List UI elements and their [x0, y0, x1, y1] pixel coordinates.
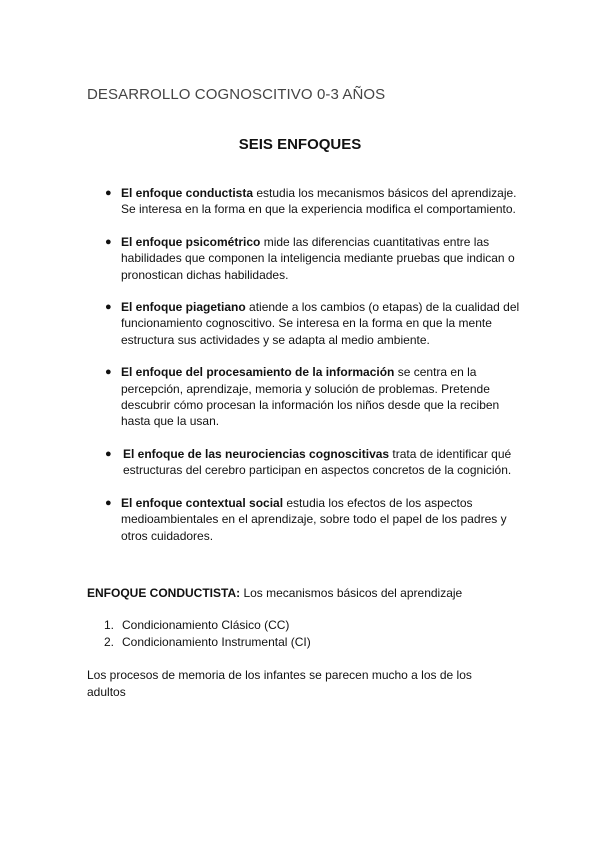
list-item [105, 234, 525, 283]
list-item-text: Condicionamiento Clásico (CC) [122, 618, 290, 632]
approach-description: se centra en la percepción, aprendizaje, memoria y solución de problemas. Pretende descubrir cómo procesan la información los niños desde que la reciben hasta que la usan. [121, 365, 500, 429]
section-subtitle: SEIS ENFOQUES [238, 136, 362, 153]
approach-name: El enfoque psicométrico [121, 234, 261, 249]
bullet-icon: ● [105, 496, 112, 509]
approach-description: atiende a los cambios (o etapas) de la cualidad del funcionamiento cognoscitivo. Se interesa en la forma en que la mente estructura sus actividades y se adapta al medio ambiente. [121, 300, 520, 347]
approach-description: mide las diferencias cuantitativas entre las habilidades que componen la inteligencia mediante pruebas que indican o pronostican dichas habilidades. [121, 234, 515, 282]
list-item [105, 299, 525, 348]
approach-name: El enfoque del procesamiento de la información [121, 365, 395, 380]
list-item [105, 364, 525, 430]
bullet-icon: ● [105, 187, 112, 199]
list-item-text: Condicionamiento Instrumental (CI) [122, 634, 311, 649]
approach-name: El enfoque conductista [121, 186, 254, 200]
section-heading-text: Los mecanismos básicos del aprendizaje [240, 586, 463, 600]
section-heading [87, 586, 527, 600]
approach-description: estudia los efectos de los aspectos medioambientales en el aprendizaje, sobre todo el papel de los padres y otros cuidadores. [121, 495, 507, 543]
numbered-list [104, 617, 311, 650]
list-item [105, 446, 525, 479]
list-item [104, 634, 311, 651]
body-paragraph: Los procesos de memoria de los infantes se parecen mucho a los de los adultos [87, 668, 472, 699]
document-title: DESARROLLO COGNOSCITIVO 0-3 AÑOS [87, 86, 386, 103]
bullet-icon: ● [105, 447, 112, 460]
list-item [105, 185, 525, 218]
approach-description: estudia los mecanismos básicos del aprendizaje. Se interesa en la forma en que la experiencia modifica el comportamiento. [121, 186, 517, 217]
list-item [105, 495, 525, 544]
list-number: 1. [104, 618, 115, 632]
bullet-icon: ● [105, 235, 112, 248]
approach-name: El enfoque piagetiano [121, 300, 246, 315]
list-item [104, 617, 311, 634]
bullet-icon: ● [105, 366, 112, 379]
approach-name: El enfoque contextual social [121, 495, 284, 510]
section-heading-bold: ENFOQUE CONDUCTISTA: [87, 586, 241, 600]
approaches-list [105, 185, 525, 560]
approach-name: El enfoque de las neurociencias cognoscitivas [123, 446, 390, 461]
approach-description: trata de identificar qué estructuras del cerebro participan en aspectos concretos de la cognición. [123, 446, 512, 478]
list-number: 2. [104, 634, 115, 649]
bullet-icon: ● [105, 301, 112, 314]
